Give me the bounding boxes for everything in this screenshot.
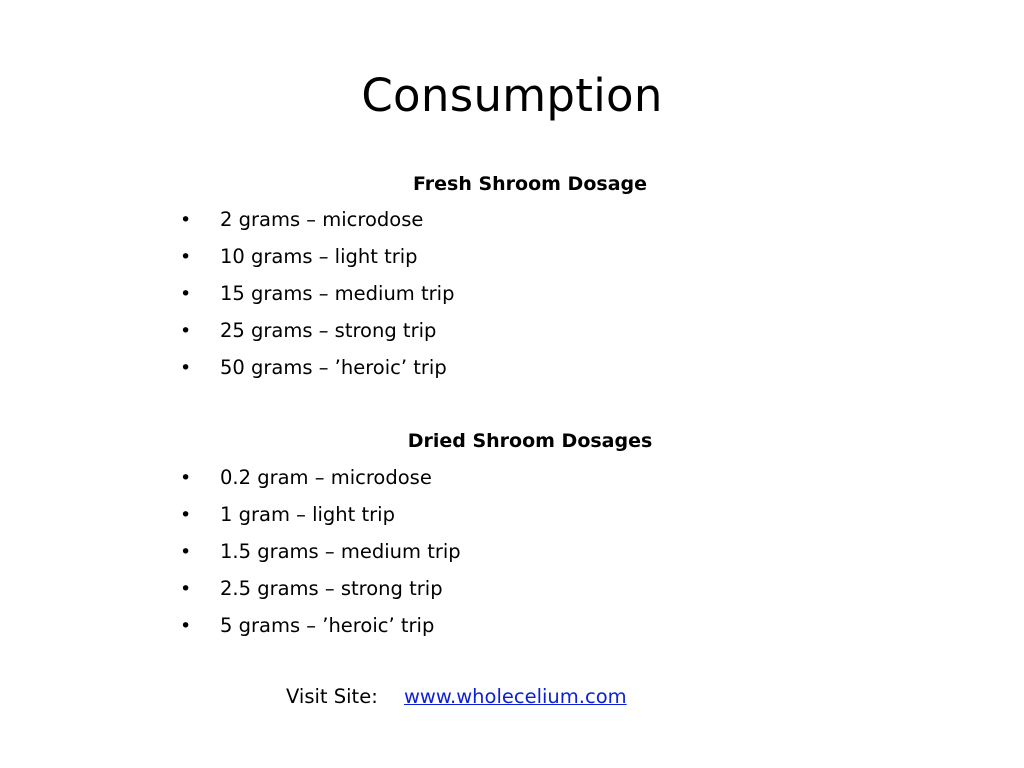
bullet-icon: • — [180, 578, 192, 600]
fresh-dosage-heading: Fresh Shroom Dosage — [412, 173, 647, 195]
list-item-text: 0.2 gram – microdose — [220, 466, 432, 489]
list-item-text: 15 grams – medium trip — [220, 282, 455, 305]
website-link[interactable]: www.wholecelium.com — [403, 685, 627, 708]
list-item-text: 10 grams – light trip — [220, 245, 418, 268]
bullet-icon: • — [180, 467, 192, 489]
bullet-icon: • — [180, 246, 192, 268]
visit-site-row — [286, 683, 627, 711]
slide-title: Consumption — [361, 69, 663, 122]
list-item-text: 25 grams – strong trip — [220, 319, 437, 342]
bullet-icon: • — [180, 320, 192, 342]
list-item-text: 2 grams – microdose — [220, 208, 424, 231]
bullet-icon: • — [180, 357, 192, 379]
list-item-text: 1.5 grams – medium trip — [220, 540, 461, 563]
bullet-icon: • — [180, 615, 192, 637]
bullet-icon: • — [180, 504, 192, 526]
list-item-text: 50 grams – ’heroic’ trip — [220, 356, 447, 379]
dried-dosage-heading: Dried Shroom Dosages — [407, 430, 653, 452]
bullet-icon: • — [180, 283, 192, 305]
bullet-icon: • — [180, 209, 192, 231]
visit-site-label: Visit Site: — [286, 685, 378, 708]
list-item-text: 2.5 grams – strong trip — [220, 577, 443, 600]
bullet-icon: • — [180, 541, 192, 563]
list-item-text: 5 grams – ’heroic’ trip — [220, 614, 435, 637]
list-item-text: 1 gram – light trip — [220, 503, 395, 526]
